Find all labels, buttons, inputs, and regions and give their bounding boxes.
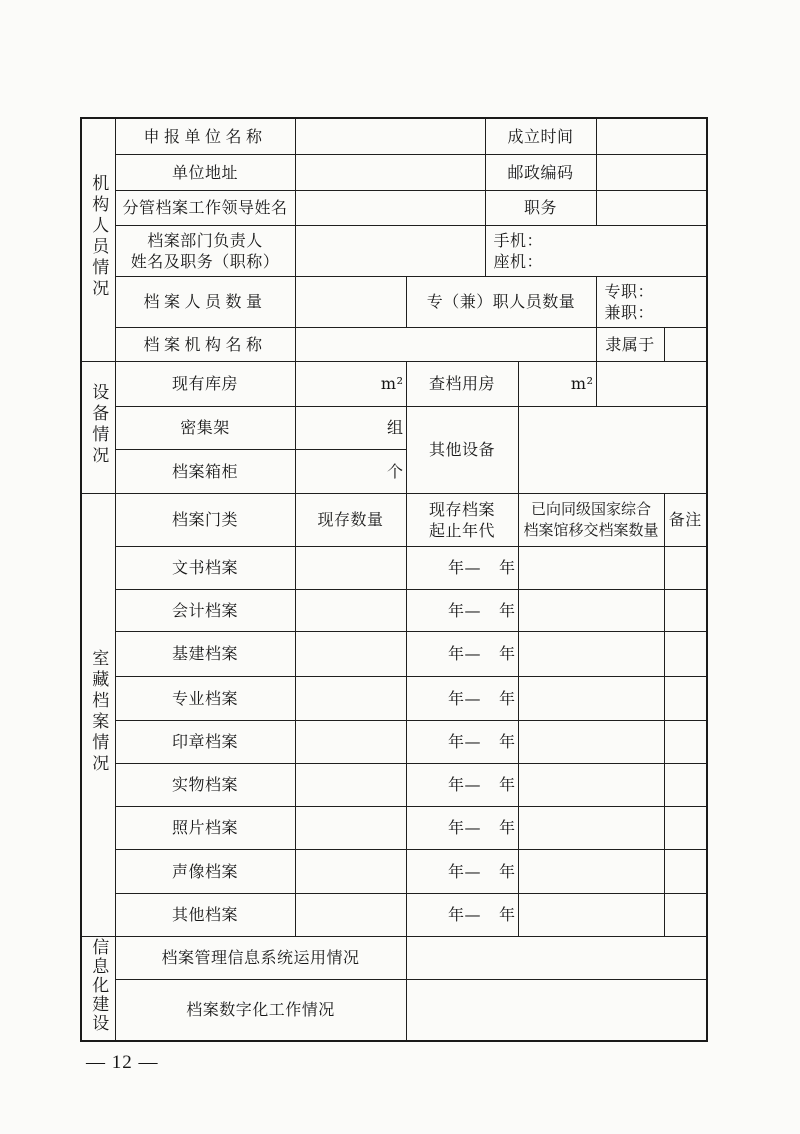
mobile-label: 手机：: [493, 230, 544, 250]
period-value: [406, 546, 518, 589]
period-value: [406, 806, 518, 849]
year-to-text: 年: [498, 818, 516, 837]
system-usage-value: [406, 936, 707, 979]
year-to-text: 年: [498, 600, 516, 620]
remark-value: [664, 589, 707, 631]
informatization-row-system: [81, 936, 707, 979]
reading-room-unit: m²: [518, 361, 596, 406]
table-row: [81, 849, 707, 893]
category-label: 印章档案: [115, 720, 295, 763]
remark-value: [664, 763, 707, 806]
position-label: 职务: [485, 190, 596, 225]
affiliation-label: 隶属于: [596, 327, 664, 361]
quantity-value: [295, 763, 406, 806]
transfer-value: [518, 589, 664, 631]
year-to-text: 年: [498, 644, 516, 663]
org-name-label: 档案机构名称: [115, 327, 295, 361]
section-holdings-title: 室藏档案情况: [88, 649, 109, 775]
quantity-value: [295, 806, 406, 849]
storage-unit: m²: [295, 361, 406, 406]
category-label: 其他档案: [115, 893, 295, 936]
fulltime-label: 专职：: [604, 281, 655, 301]
header-period-line2: 起止年代: [428, 520, 495, 540]
section-informatization-title-cell: [81, 936, 115, 1041]
quantity-value: [295, 546, 406, 589]
transfer-value: [518, 720, 664, 763]
section-equipment-title: 设备情况: [88, 382, 109, 467]
informatization-row-digitization: [81, 979, 707, 1041]
table-row: [81, 631, 707, 676]
remark-value: [664, 546, 707, 589]
table-row: [81, 589, 707, 631]
postcode-value: [596, 154, 707, 190]
table-row: [81, 546, 707, 589]
year-from-text: 年—: [447, 905, 481, 924]
staff-count-label: 档案人员数量: [115, 276, 295, 327]
period-value: [406, 763, 518, 806]
cabinets-label: 档案箱柜: [115, 449, 295, 493]
quantity-value: [295, 676, 406, 720]
holdings-header-row: [81, 493, 707, 546]
section-informatization-title: 信息化建设: [88, 938, 109, 1034]
header-period-line1: 现存档案: [428, 499, 495, 519]
period-value: [406, 893, 518, 936]
category-label: 会计档案: [115, 589, 295, 631]
remark-value: [664, 806, 707, 849]
founded-label: 成立时间: [485, 118, 596, 154]
section-org-title: 机构人员情况: [88, 174, 109, 301]
period-value: [406, 676, 518, 720]
quantity-value: [295, 631, 406, 676]
concurrent-label: 兼职：: [604, 302, 655, 322]
dept-head-label: [115, 225, 295, 276]
quantity-value: [295, 720, 406, 763]
digitization-value: [406, 979, 707, 1041]
transfer-value: [518, 893, 664, 936]
shelves-unit: 组: [295, 406, 406, 449]
year-from-text: 年—: [447, 732, 481, 751]
landline-label: 座机：: [493, 251, 544, 271]
phone-cell: [485, 225, 707, 276]
year-from-text: 年—: [447, 688, 481, 708]
founded-value: [596, 118, 707, 154]
system-usage-label: 档案管理信息系统运用情况: [115, 936, 406, 979]
header-period: [406, 493, 518, 546]
position-value: [596, 190, 707, 225]
table-row: [81, 676, 707, 720]
year-to-text: 年: [498, 861, 516, 881]
org-row-dept-head: [81, 225, 707, 276]
year-from-text: 年—: [447, 600, 481, 620]
table-row: [81, 893, 707, 936]
remark-value: [664, 893, 707, 936]
staff-type-cell: [596, 276, 707, 327]
org-row-leader: [81, 190, 707, 225]
affiliation-value: [664, 327, 707, 361]
category-label: 基建档案: [115, 631, 295, 676]
remark-value: [664, 720, 707, 763]
dept-head-label-line2: 姓名及职务（职称）: [130, 251, 280, 271]
other-equipment-label: 其他设备: [406, 406, 518, 493]
year-to-text: 年: [498, 905, 516, 924]
table-row: [81, 720, 707, 763]
category-label: 声像档案: [115, 849, 295, 893]
header-quantity: 现存数量: [295, 493, 406, 546]
category-label: 文书档案: [115, 546, 295, 589]
period-value: [406, 631, 518, 676]
equipment-row-storage: [81, 361, 707, 406]
year-from-text: 年—: [447, 861, 481, 881]
org-row-unit-name: [81, 118, 707, 154]
transfer-value: [518, 676, 664, 720]
year-from-text: 年—: [447, 818, 481, 837]
page-number: — 12 —: [86, 1052, 159, 1073]
header-remark: 备注: [664, 493, 707, 546]
quantity-value: [295, 849, 406, 893]
storage-extra-value: [596, 361, 707, 406]
period-value: [406, 849, 518, 893]
equipment-row-shelves: [81, 406, 707, 449]
year-from-text: 年—: [447, 775, 481, 794]
year-from-text: 年—: [447, 558, 481, 577]
address-label: 单位地址: [115, 154, 295, 190]
quantity-value: [295, 893, 406, 936]
year-from-text: 年—: [447, 644, 481, 663]
table-row: [81, 806, 707, 849]
digitization-label: 档案数字化工作情况: [115, 979, 406, 1041]
year-to-text: 年: [498, 688, 516, 708]
archive-registration-form: [80, 117, 708, 1042]
remark-value: [664, 676, 707, 720]
remark-value: [664, 631, 707, 676]
shelves-label: 密集架: [115, 406, 295, 449]
category-label: 照片档案: [115, 806, 295, 849]
org-name-value: [295, 327, 596, 361]
quantity-value: [295, 589, 406, 631]
year-to-text: 年: [498, 558, 516, 577]
leader-value: [295, 190, 485, 225]
storage-label: 现有库房: [115, 361, 295, 406]
header-transfer-line1: 已向同级国家综合: [531, 499, 652, 518]
transfer-value: [518, 763, 664, 806]
org-row-staff: [81, 276, 707, 327]
transfer-value: [518, 631, 664, 676]
dept-head-label-line1: 档案部门负责人: [147, 230, 263, 250]
transfer-value: [518, 849, 664, 893]
category-label: 专业档案: [115, 676, 295, 720]
other-equipment-value: [518, 406, 707, 493]
year-to-text: 年: [498, 775, 516, 794]
org-row-org-name: [81, 327, 707, 361]
cabinets-unit: 个: [295, 449, 406, 493]
section-equipment-title-cell: [81, 361, 115, 493]
org-row-address: [81, 154, 707, 190]
header-transfer: [518, 493, 664, 546]
unit-name-label: 申报单位名称: [115, 118, 295, 154]
year-to-text: 年: [498, 732, 516, 751]
postcode-label: 邮政编码: [485, 154, 596, 190]
section-org-title-cell: [81, 118, 115, 361]
transfer-value: [518, 806, 664, 849]
dept-head-value: [295, 225, 485, 276]
address-value: [295, 154, 485, 190]
transfer-value: [518, 546, 664, 589]
reading-room-label: 查档用房: [406, 361, 518, 406]
section-holdings-title-cell: [81, 493, 115, 936]
unit-name-value: [295, 118, 485, 154]
parttime-label: 专（兼）职人员数量: [406, 276, 596, 327]
period-value: [406, 589, 518, 631]
period-value: [406, 720, 518, 763]
staff-count-value: [295, 276, 406, 327]
header-category: 档案门类: [115, 493, 295, 546]
category-label: 实物档案: [115, 763, 295, 806]
remark-value: [664, 849, 707, 893]
leader-label: 分管档案工作领导姓名: [115, 190, 295, 225]
header-transfer-line2: 档案馆移交档案数量: [523, 520, 659, 539]
table-row: [81, 763, 707, 806]
